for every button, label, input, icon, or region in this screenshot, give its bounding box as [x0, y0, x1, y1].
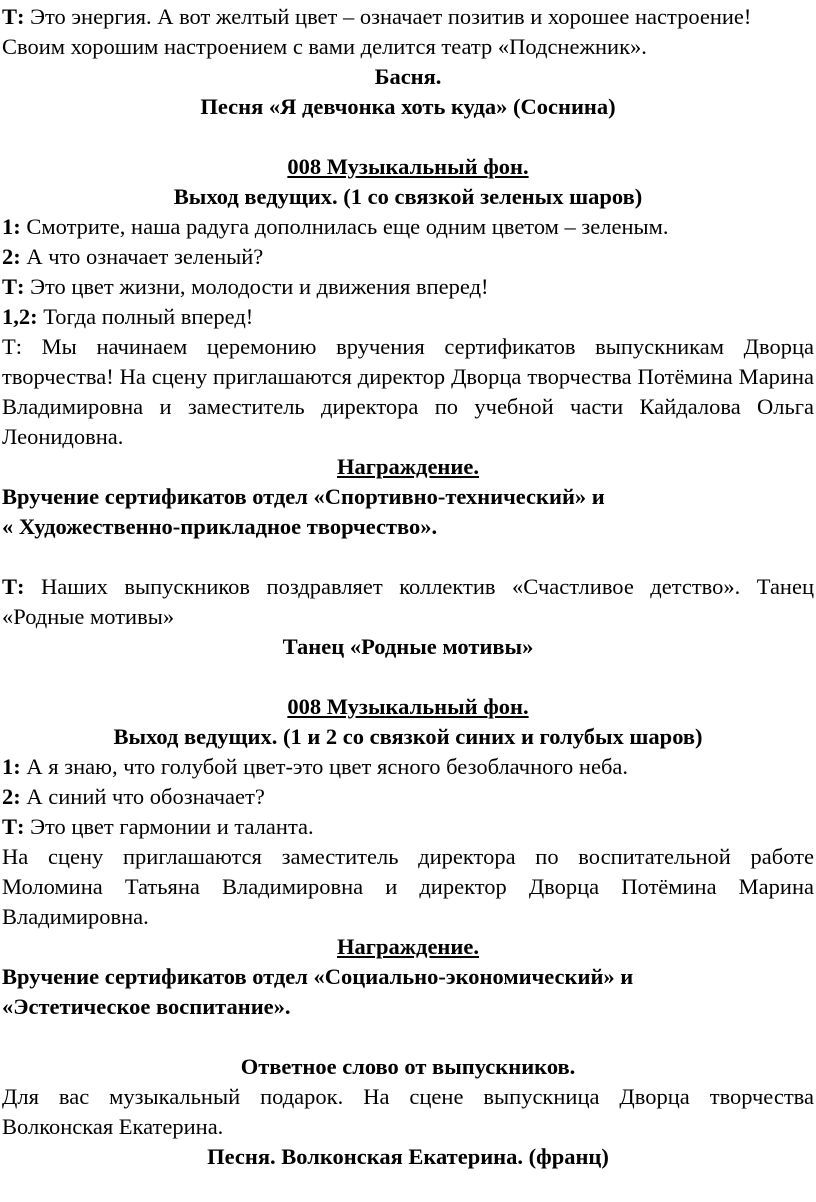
script-paragraph	[2, 752, 814, 782]
bold-line: «Эстетическое воспитание».	[2, 994, 291, 1019]
paragraph-text: Это цвет гармонии и таланта.	[24, 814, 314, 839]
speaker-label: Т:	[2, 574, 25, 599]
blank-line	[2, 122, 814, 152]
speaker-label: 2:	[2, 244, 21, 269]
script-paragraph	[2, 812, 814, 842]
centered-heading: Выход ведущих. (1 и 2 со связкой синих и голубых шаров)	[113, 724, 703, 749]
script-paragraph	[2, 212, 814, 242]
speaker-label: Т:	[2, 814, 25, 839]
script-paragraph	[2, 272, 814, 302]
underlined-heading: Награждение.	[337, 934, 479, 959]
script-paragraph	[2, 302, 814, 332]
speaker-label: Т:	[2, 274, 25, 299]
centered-heading: Ответное слово от выпускников.	[240, 1054, 576, 1079]
speaker-label: 1,2:	[2, 304, 38, 329]
centered-heading: Песня «Я девчонка хоть куда» (Соснина)	[200, 94, 616, 119]
script-paragraph	[2, 2, 814, 32]
bold-line: Вручение сертификатов отдел «Социально-экономический» и	[2, 964, 634, 989]
paragraph-text: А что означает зеленый?	[20, 244, 264, 269]
script-paragraph	[2, 782, 814, 812]
underlined-heading: Награждение.	[337, 454, 479, 479]
paragraph-text: Это энергия. А вот желтый цвет – означает позитив и хорошее настроение!	[24, 4, 752, 29]
paragraph-text: Наших выпускников поздравляет коллектив «Счастливое детство». Танец «Родные мотивы»	[2, 574, 814, 629]
paragraph-text: На сцену приглашаются заместитель директора по воспитательной работе Моломина Татьяна Владимировна и директор Дворца Потёмина Марина Владимировна.	[2, 844, 814, 929]
speaker-label: 1:	[2, 214, 21, 239]
script-paragraph	[2, 842, 814, 932]
script-paragraph	[2, 32, 814, 62]
bold-line: « Художественно-прикладное творчество».	[2, 514, 438, 539]
speaker-label: 1:	[2, 754, 21, 779]
centered-heading: Танец «Родные мотивы»	[282, 634, 534, 659]
paragraph-text: Тогда полный вперед!	[37, 304, 254, 329]
paragraph-text: Т: Мы начинаем церемонию вручения сертификатов выпускникам Дворца творчества! На сцену приглашаются директор Дворца творчества Потёмина Марина Владимировна и заместитель директора по учебной части Кайдалова Ольга Леонидовна.	[2, 334, 814, 449]
speaker-label: Т:	[2, 4, 25, 29]
paragraph-text: Своим хорошим настроением с вами делится театр «Подснежник».	[2, 34, 647, 59]
bold-line: Вручение сертификатов отдел «Спортивно-технический» и	[2, 484, 605, 509]
underlined-heading: 008 Музыкальный фон.	[287, 694, 529, 719]
script-paragraph	[2, 332, 814, 452]
blank-line	[2, 1022, 814, 1052]
script-paragraph	[2, 572, 814, 632]
script-paragraph	[2, 1082, 814, 1142]
paragraph-text: Для вас музыкальный подарок. На сцене выпускница Дворца творчества Волконская Екатерина.	[2, 1084, 814, 1139]
centered-heading: Выход ведущих. (1 со связкой зеленых шаров)	[173, 184, 643, 209]
script-paragraph	[2, 242, 814, 272]
paragraph-text: А синий что обозначает?	[20, 784, 265, 809]
blank-line	[2, 542, 814, 572]
centered-heading: Песня. Волконская Екатерина. (франц)	[207, 1144, 609, 1169]
paragraph-text: Это цвет жизни, молодости и движения вперед!	[24, 274, 489, 299]
speaker-label: 2:	[2, 784, 21, 809]
blank-line	[2, 662, 814, 692]
paragraph-text: А я знаю, что голубой цвет-это цвет ясного безоблачного неба.	[20, 754, 629, 779]
paragraph-text: Смотрите, наша радуга дополнилась еще одним цветом – зеленым.	[20, 214, 669, 239]
underlined-heading: 008 Музыкальный фон.	[287, 154, 529, 179]
centered-heading: Басня.	[374, 64, 442, 89]
